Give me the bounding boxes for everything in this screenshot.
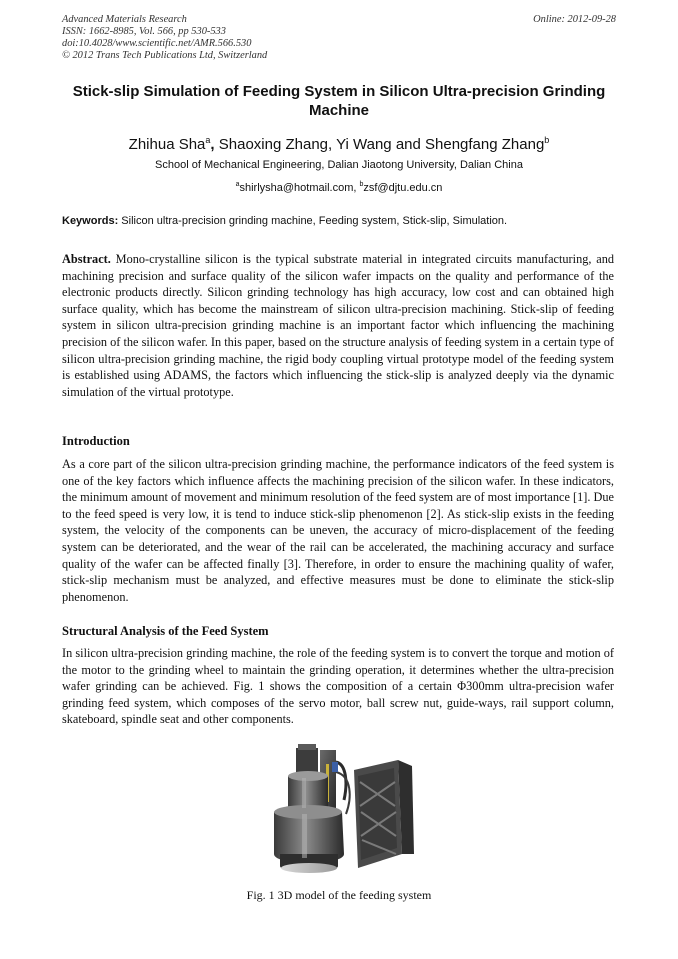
author-others-sup: b [544, 135, 550, 145]
keywords-label: Keywords: [62, 215, 119, 227]
abstract-label: Abstract. [62, 252, 111, 266]
email-b-sup: b [359, 181, 364, 188]
keywords-text: Silicon ultra-precision grinding machine, Feeding system, Stick-slip, Simulation. [118, 215, 508, 227]
author-first-sup: a [205, 135, 211, 145]
section-heading-introduction: Introduction [62, 434, 130, 448]
journal-name: Advanced Materials Research [62, 14, 187, 25]
section-heading-structural-analysis: Structural Analysis of the Feed System [62, 624, 269, 638]
email-a: shirlysha@hotmail.com, [239, 182, 360, 194]
author-first: Zhihua Sha [128, 136, 206, 153]
section-text-introduction: As a core part of the silicon ultra-precision grinding machine, the performance indicators of the feed system is one of the key factors which influence affects the machining precision of the silicon wafer. In these indicators, the minimum amount of movement and minimum resolution of the feed system are of most importance [1]. Due to the feed speed is very low, it is tend to induce stick-slip phenomenon [2]. As stick-slip exists in the feeding system, the velocity of the components can be uneven, the accuracy of micro-displacement of the feeding system can be deteriorated, and the wear of the rail can be accelerated, the machining accuracy and surface quality of the wafer can be affected finally [3]. Therefore, in order to ensure the machining quality of wafer, stick-slip mechanism must be analyzed, and effective measures must be done to eliminate the stick-slip phenomenon. [62, 457, 614, 604]
doi-line: doi:10.4028/www.scientific.net/AMR.566.530 [62, 38, 252, 49]
online-date: Online: 2012-09-28 [533, 14, 616, 25]
author-emails [62, 178, 616, 195]
feeding-system-3d-model-image [262, 742, 422, 880]
abstract [62, 251, 614, 400]
figure-caption: Fig. 1 3D model of the feeding system [246, 888, 432, 902]
email-a-sup: a [235, 181, 240, 188]
feeding-system-3d-figure [262, 742, 422, 880]
abstract-text: Mono-crystalline silicon is the typical substrate material in integrated circuits manufacturing, and machining precision and surface quality of the silicon wafer impacts on the quality and performance of the electronic products directly. Silicon grinding technology has high accuracy, low cost and can obtained high surface quality, which has become the mainstream of silicon ultra-precision machining. Stick-slip of feeding system in silicon ultra-precision grinding machine is an important factor which influencing the machining precision of the silicon wafer. In this paper, based on the structure analysis of feeding system in a certain type of silicon ultra-precision grinding machine, the rigid body coupling virtual prototype model of the feeding system is established using ADAMS, the factors which influencing the stick-slip is analyzed deeply via the dynamic simulation of the virtual prototype. [62, 252, 615, 399]
author-others: Shaoxing Zhang, Yi Wang and Shengfang Zhang [218, 136, 545, 153]
paper-title: Stick-slip Simulation of Feeding System in Silicon Ultra-precision Grinding Machine [72, 83, 606, 119]
running-header [62, 14, 616, 62]
affiliation: School of Mechanical Engineering, Dalian Jiaotong University, Dalian China [155, 159, 523, 171]
copyright-line: © 2012 Trans Tech Publications Ltd, Switzerland [62, 50, 268, 61]
email-b: zsf@djtu.edu.cn [363, 182, 443, 194]
keywords [62, 214, 616, 228]
section-text-structural-analysis: In silicon ultra-precision grinding machine, the role of the feeding system is to convert the torque and motion of the motor to the grinding wheel to maintain the grinding operation, it determines whether the ultra-precision wafer grinding can be achieved. Fig. 1 shows the composition of a certain Φ300mm ultra-precision wafer grinding feed system, which composes of the servo motor, ball screw nut, guide-ways, rail support column, skateboard, spindle seat and other components. [62, 646, 614, 727]
author-list: Zhihua Sha$^a$, Shaoxing Zhang, Yi Wang and Shengfang Zhang$^b$ [128, 135, 550, 153]
issn-line: ISSN: 1662-8985, Vol. 566, pp 530-533 [62, 26, 226, 37]
